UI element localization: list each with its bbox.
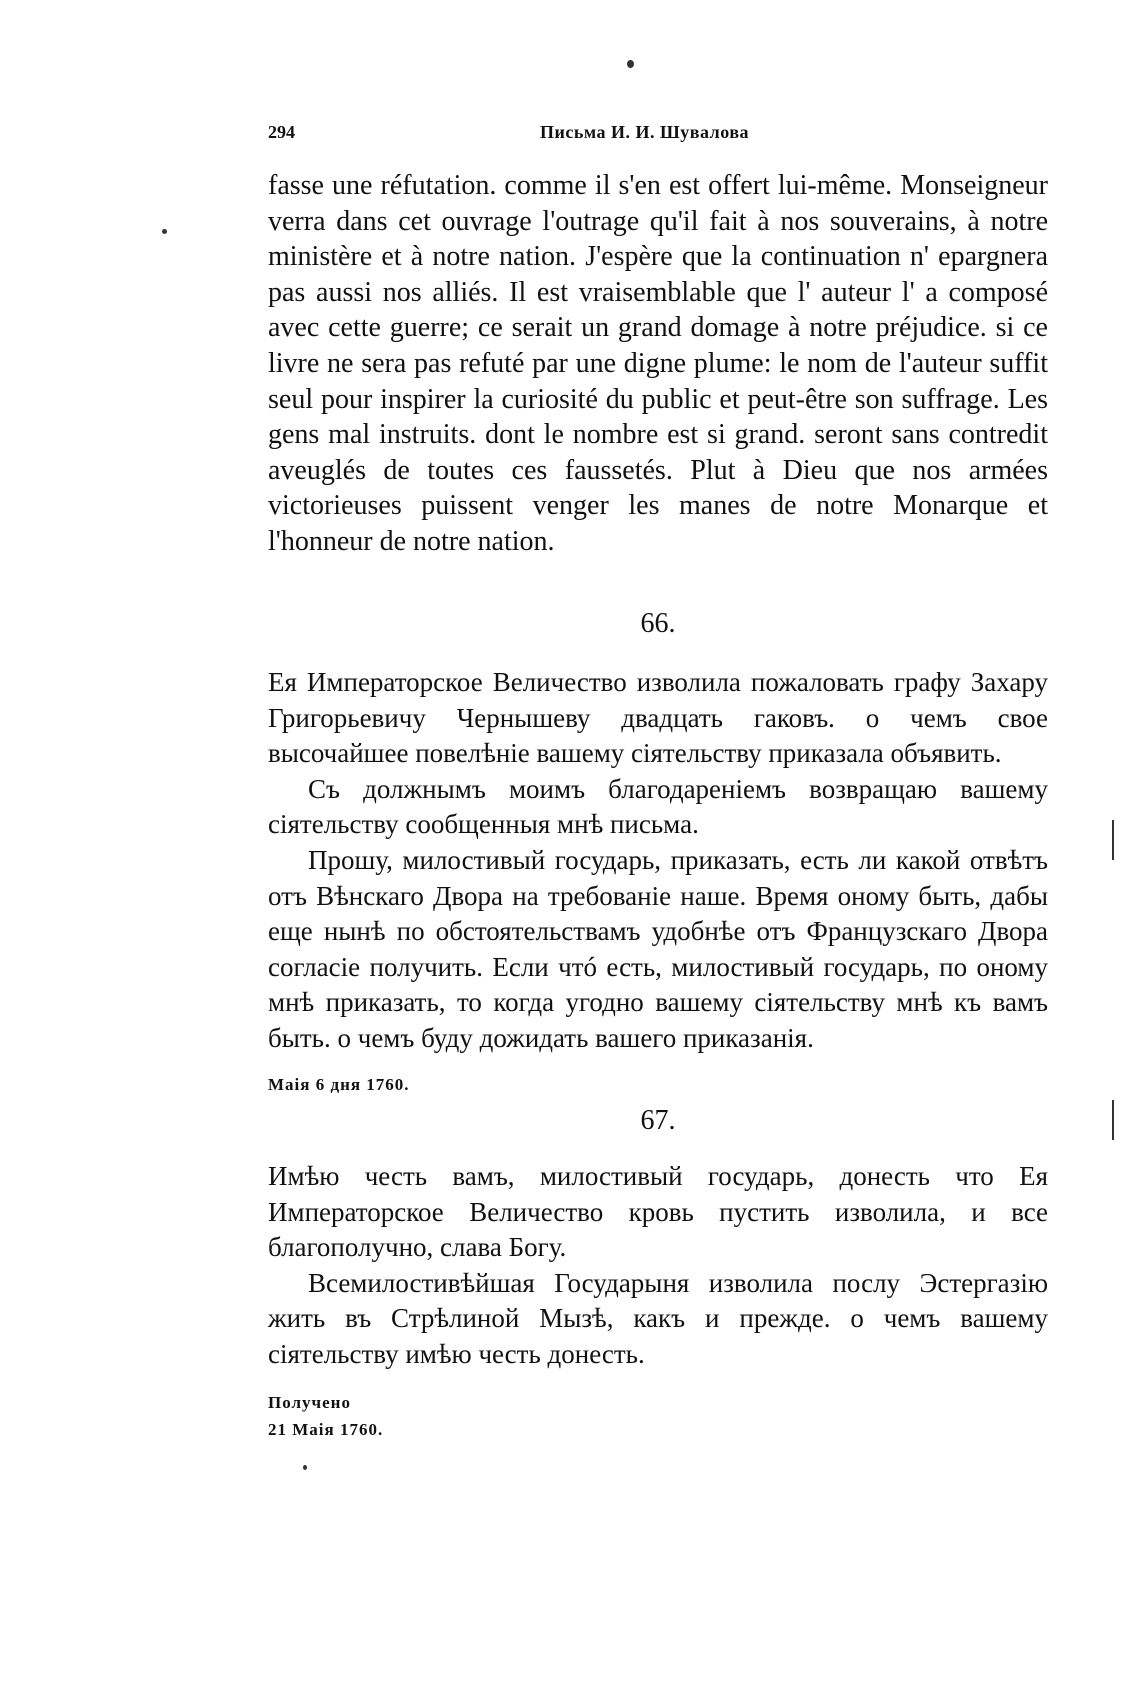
letter-66-paragraph-2: Съ должнымъ моимъ благодареніемъ возвращаю вашему сіятельству сообщенныя мнѣ письма.	[268, 773, 1048, 840]
letter-67-body	[268, 1159, 1048, 1373]
french-paragraph: fasse une réfutation. comme il s'en est offert lui-même. Monseigneur verra dans cet ouvrage l'outrage qu'il fait à nos souverains, à notre ministère et à notre nation. J'espère que la continuation n' epargnera pas aussi nos alliés. Il est vraisemblable que l' auteur l' a composé avec cette guerre; ce serait un grand domage à notre préjudice. si ce livre ne sera pas refuté par une digne plume: le nom de l'auteur suffit seul pour inspirer la curiosité du public et peut-être son suffrage. Les gens mal instruits. dont le nombre est si grand. seront sans contredit aveuglés de toutes ces faussetés. Plut à Dieu que nos armées victorieuses puissent venger les manes de notre Monarque et l'honneur de notre nation.	[268, 170, 1048, 557]
scan-speck	[1112, 820, 1114, 860]
scan-speck	[627, 60, 634, 68]
scan-speck	[162, 229, 167, 234]
letter-66-paragraph-3: Прошу, милостивый государь, приказать, есть ли какой отвѣтъ отъ Вѣнскаго Двора на требованіе наше. Время оному быть, дабы еще нынѣ по обстоятельствамъ удобнѣе отъ Французскаго Двора согласіе получить. Если чтó есть, милостивый государь, по оному мнѣ приказать, то когда угодно вашему сіятельству мнѣ къ вамъ быть. о чемъ буду дожидать вашего приказанія.	[268, 844, 1048, 1053]
letter-66-date: Маія 6 дня 1760.	[268, 1075, 410, 1094]
scan-speck	[303, 1465, 307, 1470]
letter-67-paragraph-2: Всемилостивѣйшая Государыня изволила послу Эстергазію жить въ Стрѣлиной Мызѣ, какъ и прежде. о чемъ вашему сіятельству имѣю честь донесть.	[268, 1267, 1048, 1369]
letter-67-number: 67.	[640, 1105, 676, 1136]
letter-67-received-label: Получено	[268, 1393, 351, 1412]
letter-67-paragraph-1: Имѣю честь вамъ, милостивый государь, донесть что Ея Императорское Величество кровь пустить изволила, и все благополучно, слава Богу.	[268, 1161, 1048, 1263]
french-text-block	[268, 168, 1048, 560]
running-title: Письма И. И. Шувалова	[540, 122, 750, 142]
letter-67-received-date: 21 Маія 1760.	[268, 1420, 384, 1439]
letter-66-number: 66.	[640, 608, 676, 639]
page-number: 294	[268, 122, 295, 142]
scan-speck	[1112, 1100, 1114, 1140]
letter-66-body	[268, 665, 1048, 1057]
letter-66-paragraph-1: Ея Императорское Величество изволила пожаловать графу Захару Григорьевичу Чернышеву двадцать гаковъ. о чемъ свое высочайшее повелѣніе вашему сіятельству приказала объявить.	[268, 667, 1048, 769]
